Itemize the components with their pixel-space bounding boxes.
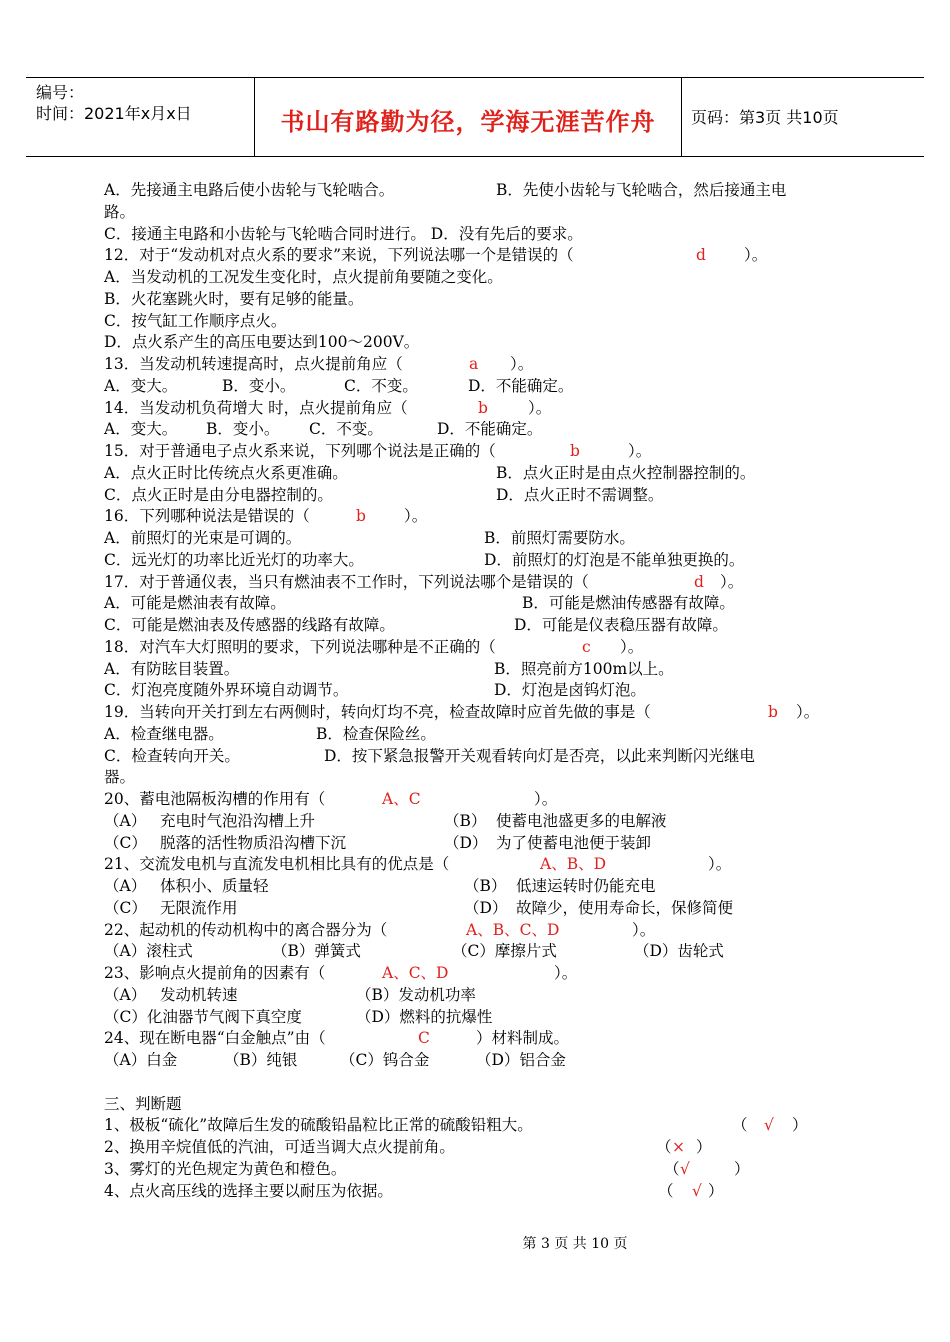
footer-page-number: 第 3 页 共 10 页 [522, 1236, 628, 1252]
text-segment: （C） [104, 898, 147, 917]
text-segment: （D） [444, 833, 488, 852]
text-line [104, 311, 864, 333]
text-line [104, 898, 864, 920]
answer-mark: d [694, 572, 704, 591]
answer-mark: A、C [382, 790, 421, 808]
text-line [104, 811, 864, 833]
text-segment: 12．对于“发动机对点火系的要求”来说，下列说法哪一个是错误的（ [104, 246, 574, 265]
answer-mark: √ [692, 1181, 702, 1200]
text-segment: C．不变。 [309, 420, 383, 439]
text-segment: （ [658, 1181, 674, 1200]
text-segment: A．变大。 [104, 376, 178, 395]
answer-mark: A、C、D [382, 964, 449, 982]
text-segment: （D）燃料的抗爆性 [356, 1007, 493, 1026]
text-line [104, 724, 864, 746]
text-segment: 三、判断题 [104, 1094, 182, 1113]
text-line [104, 441, 864, 463]
text-line [104, 572, 864, 594]
text-segment: ） [696, 1138, 712, 1156]
answer-mark: a [469, 355, 479, 373]
blank-line [104, 1072, 864, 1094]
text-segment: 14．当发动机负荷增大 时，点火提前角应（ [104, 398, 408, 417]
text-segment: 4、点火高压线的选择主要以耐压为依据。 [104, 1181, 393, 1200]
text-segment: ）。 [796, 703, 820, 721]
text-segment: 低速运转时仍能充电 [516, 877, 656, 895]
text-segment: A．变大。 [104, 420, 178, 439]
text-segment: 23、影响点火提前角的因素有（ [104, 964, 326, 982]
text-line [104, 419, 864, 441]
text-segment: D．灯泡是卤钨灯泡。 [494, 681, 646, 700]
text-segment: 20、蓄电池隔板沟槽的作用有（ [104, 790, 326, 808]
answer-mark: d [696, 246, 706, 265]
answer-mark: b [768, 703, 778, 721]
text-segment: C．接通主电路和小齿轮与飞轮啮合同时进行。 D．没有先后的要求。 [104, 224, 583, 243]
text-line [104, 876, 864, 898]
text-segment: B．变小。 [222, 376, 296, 395]
text-line [104, 680, 864, 702]
text-segment: A．有防眩目装置。 [104, 659, 240, 678]
text-segment: ）。 [554, 964, 578, 982]
text-segment: ）。 [404, 507, 428, 526]
text-segment: D．点火正时不需调整。 [496, 485, 664, 504]
text-line [104, 224, 864, 246]
text-segment: （ [664, 1159, 680, 1178]
text-segment: 13．当发动机转速提高时，点火提前角应（ [104, 355, 403, 373]
text-line [104, 1181, 864, 1203]
text-segment: B．检查保险丝。 [316, 724, 436, 743]
text-segment: （A）白金 [104, 1051, 178, 1069]
text-segment: ）。 [534, 790, 558, 808]
text-segment: 15．对于普通电子点火系来说，下列哪个说法是正确的（ [104, 442, 496, 460]
text-line [104, 920, 864, 942]
text-line [104, 398, 864, 420]
page-header [26, 77, 924, 157]
text-line [104, 767, 864, 789]
text-line [104, 1007, 864, 1029]
text-segment: 19．当转向开关打到左右两侧时，转向灯均不亮，检查故障时应首先做的事是（ [104, 703, 651, 721]
text-line [104, 528, 864, 550]
text-line [104, 267, 864, 289]
text-segment: A．检查继电器。 [104, 724, 224, 743]
text-segment: （D）铝合金 [476, 1051, 566, 1069]
text-segment: ）。 [628, 442, 652, 460]
text-segment: C．灯泡亮度随外界环境自动调节。 [104, 681, 349, 700]
text-segment: （B） [464, 877, 507, 895]
text-segment: C．远光灯的功率比近光灯的功率大。 [104, 550, 364, 569]
page-footer [0, 1233, 950, 1253]
text-line [104, 1137, 864, 1159]
text-segment: （A）滚柱式 [104, 942, 193, 961]
text-segment: 24、现在断电器“白金触点”由（ [104, 1029, 326, 1048]
text-segment: 17．对于普通仪表，当只有燃油表不工作时，下列说法哪个是错误的（ [104, 572, 589, 591]
text-segment: （B）纯银 [224, 1051, 298, 1069]
text-segment: A．可能是燃油表有故障。 [104, 594, 286, 613]
text-line [104, 332, 864, 354]
text-segment: 路。 [104, 202, 136, 221]
text-segment: （C）钨合金 [340, 1051, 430, 1069]
text-line [104, 1028, 864, 1050]
text-line [104, 376, 864, 398]
answer-mark: A、B、D [540, 855, 607, 874]
answer-mark: A、B、C、D [466, 920, 560, 939]
text-line [104, 550, 864, 572]
text-line [104, 485, 864, 507]
text-line [104, 1094, 864, 1116]
answer-mark: c [582, 637, 591, 656]
text-segment: D．不能确定。 [468, 376, 574, 395]
text-segment: D．不能确定。 [437, 420, 543, 439]
text-segment: 充电时气泡沿沟槽上升 [160, 811, 316, 830]
text-segment: 故障少，使用寿命长，保修简便 [516, 898, 734, 917]
answer-mark: b [478, 398, 488, 417]
text-segment: 器。 [104, 768, 136, 787]
text-segment: B．先使小齿轮与飞轮啮合，然后接通主电 [496, 181, 787, 199]
text-segment: B．火花塞跳火时，要有足够的能量。 [104, 289, 364, 308]
text-segment: 18．对汽车大灯照明的要求，下列说法哪种是不正确的（ [104, 637, 496, 656]
text-segment: （D） [464, 898, 508, 917]
text-segment: 无限流作用 [160, 898, 238, 917]
document-body [104, 180, 864, 1202]
header-right-cell [681, 78, 924, 156]
text-line [104, 702, 864, 724]
text-line [104, 1159, 864, 1181]
text-line [104, 854, 864, 876]
text-segment: （B）发动机功率 [356, 985, 476, 1004]
text-segment: ）。 [708, 855, 732, 874]
text-line [104, 245, 864, 267]
text-segment: A．前照灯的光束是可调的。 [104, 529, 302, 547]
text-line [104, 659, 864, 681]
text-segment: ）。 [620, 637, 644, 656]
text-segment: ）。 [744, 246, 768, 265]
text-segment: D．前照灯的灯泡是不能单独更换的。 [484, 550, 745, 569]
text-segment: 1、极板“硫化”故障后生发的硫酸铅晶粒比正常的硫酸铅粗大。 [104, 1116, 533, 1135]
text-segment: 发动机转速 [160, 985, 238, 1004]
motto-text: 书山有路勤为径，学海无涯苦作舟 [280, 108, 656, 136]
text-line [104, 985, 864, 1007]
text-segment: （C）化油器节气阀下真空度 [104, 1007, 302, 1026]
text-segment: B．变小。 [206, 420, 280, 439]
text-segment: A．点火正时比传统点火系更准确。 [104, 463, 348, 482]
text-segment: D．可能是仪表稳压器有故障。 [514, 616, 728, 634]
text-line [104, 593, 864, 615]
text-segment: D．按下紧急报警开关观看转向灯是否亮，以此来判断闪光继电 [324, 746, 755, 765]
answer-mark: b [570, 442, 580, 460]
text-line [104, 506, 864, 528]
text-segment: B．可能是燃油传感器有故障。 [522, 594, 735, 613]
text-segment: （B）弹簧式 [272, 942, 361, 961]
text-segment: C．不变。 [344, 376, 418, 395]
answer-mark: C [418, 1029, 430, 1048]
header-left-cell [26, 78, 254, 156]
text-line [104, 1050, 864, 1072]
answer-mark: √ [680, 1159, 690, 1178]
text-segment: 2、换用辛烷值低的汽油，可适当调大点火提前角。 [104, 1138, 455, 1156]
text-segment: ） [792, 1116, 808, 1135]
text-segment: （ [656, 1138, 672, 1156]
text-segment: 16．下列哪种说法是错误的（ [104, 507, 310, 526]
text-segment: D．点火系产生的高压电要达到100～200V。 [104, 333, 420, 352]
text-segment: 21、交流发电机与直流发电机相比具有的优点是（ [104, 855, 450, 874]
text-segment: B．照亮前方100m以上。 [494, 659, 674, 678]
text-line [104, 615, 864, 637]
text-segment: C．可能是燃油表及传感器的线路有故障。 [104, 616, 395, 634]
text-segment: ）。 [720, 572, 744, 591]
text-segment: ）。 [510, 355, 534, 373]
text-segment: C．检查转向开关。 [104, 746, 240, 765]
text-line [104, 833, 864, 855]
text-segment: ）。 [528, 398, 552, 417]
text-segment: 脱落的活性物质沿沟槽下沉 [160, 833, 347, 852]
text-segment: A．当发动机的工况发生变化时，点火提前角要随之变化。 [104, 268, 503, 286]
answer-mark: b [356, 507, 366, 526]
serial-label: 编号： [36, 83, 85, 102]
text-segment: 使蓄电池盛更多的电解液 [496, 811, 667, 830]
text-line [104, 746, 864, 768]
text-segment: （D）齿轮式 [634, 942, 724, 961]
text-segment: ）。 [632, 920, 656, 939]
text-line [104, 963, 864, 985]
text-line [104, 289, 864, 311]
text-segment: B．前照灯需要防水。 [484, 529, 635, 547]
text-line [104, 941, 864, 963]
text-segment: ） [708, 1181, 724, 1200]
text-segment: B．点火正时是由点火控制器控制的。 [496, 463, 756, 482]
page-info: 页码：第3页 共10页 [691, 108, 839, 127]
text-segment: 22、起动机的传动机构中的离合器分为（ [104, 920, 388, 939]
text-segment: （A） [104, 877, 147, 895]
text-segment: C．点火正时是由分电器控制的。 [104, 485, 333, 504]
text-line [104, 354, 864, 376]
text-line [104, 789, 864, 811]
time-label: 时间：2021年x月x日 [36, 104, 192, 123]
header-mid-cell [254, 78, 682, 156]
text-line [104, 1115, 864, 1137]
text-segment: （B） [444, 811, 487, 830]
text-segment: 3、雾灯的光色规定为黄色和橙色。 [104, 1159, 347, 1178]
text-line [104, 463, 864, 485]
text-segment: （ [732, 1116, 748, 1135]
text-segment: （C） [104, 833, 147, 852]
text-segment: （A） [104, 985, 147, 1004]
text-segment: 为了使蓄电池便于装卸 [496, 833, 652, 852]
text-segment: 体积小、质量轻 [160, 877, 269, 895]
answer-mark: × [672, 1138, 685, 1156]
text-line [104, 180, 864, 202]
text-segment: （C）摩擦片式 [452, 942, 557, 961]
text-segment: ） [734, 1159, 750, 1178]
text-segment: A．先接通主电路后使小齿轮与飞轮啮合。 [104, 181, 395, 199]
text-line [104, 637, 864, 659]
text-segment: C．按气缸工作顺序点火。 [104, 311, 287, 330]
text-line [104, 202, 864, 224]
text-segment: （A） [104, 811, 147, 830]
text-segment: ）材料制成。 [476, 1029, 570, 1048]
answer-mark: √ [764, 1116, 774, 1135]
